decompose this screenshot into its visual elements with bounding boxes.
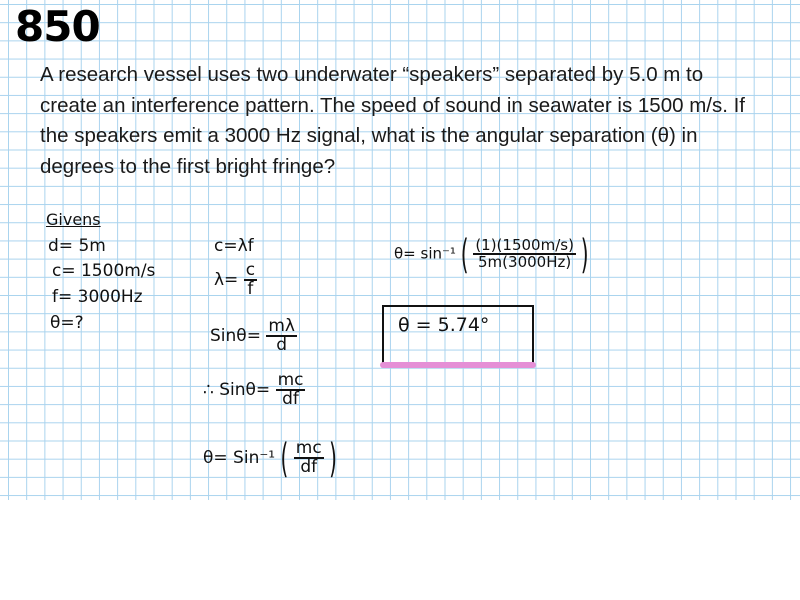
solution-fraction: [473, 238, 576, 270]
problem-number: 850: [15, 2, 100, 51]
work-eq3: [210, 318, 297, 354]
eq2-fraction: [244, 262, 257, 298]
eq3-lhs: Sinθ=: [210, 326, 261, 346]
solution-lhs: θ= sin⁻¹: [394, 244, 456, 263]
solution-denominator: 5m(3000Hz): [478, 253, 572, 271]
eq5-numerator: mc: [295, 438, 322, 458]
eq3-denominator: d: [276, 335, 288, 355]
eq3-numerator: mλ: [268, 316, 295, 336]
eq2-lhs: λ=: [214, 270, 239, 290]
eq4-denominator: df: [282, 389, 299, 409]
solution-numerator: (1)(1500m/s): [475, 236, 574, 254]
eq4-numerator: mc: [277, 370, 304, 390]
given-d: d= 5m: [48, 236, 106, 256]
solution-right-paren: ): [580, 230, 589, 278]
eq2-numerator: c: [245, 260, 256, 280]
givens-heading: Givens: [46, 210, 101, 229]
eq2-denominator: f: [247, 279, 254, 299]
eq5-lhs: θ= Sin⁻¹: [203, 448, 276, 468]
work-eq5: [203, 434, 337, 482]
answer-highlight: [380, 362, 536, 368]
given-theta: θ=?: [50, 313, 84, 333]
final-answer: θ = 5.74°: [398, 314, 490, 336]
given-f: f= 3000Hz: [52, 287, 143, 307]
eq4-lhs: ∴ Sinθ=: [203, 380, 271, 400]
work-eq1: c=λf: [214, 236, 254, 256]
right-paren: ): [329, 434, 337, 482]
solution-expression: [394, 230, 589, 278]
question-text: A research vessel uses two underwater “speakers” separated by 5.0 m to create an interference pattern. The speed of sound in seawater is 1500 m/s. If the speakers emit a 3000 Hz signal, what is the angular separation (θ) in degrees to the first bright fringe?: [40, 63, 746, 178]
eq3-fraction: [266, 318, 297, 354]
eq5-fraction: [294, 440, 324, 476]
left-paren: (: [280, 434, 289, 482]
given-c: c= 1500m/s: [52, 261, 156, 281]
eq5-denominator: df: [300, 457, 318, 477]
work-eq2: [214, 262, 257, 298]
solution-left-paren: (: [460, 230, 469, 278]
eq4-fraction: [276, 372, 306, 408]
work-eq4: [203, 372, 305, 408]
